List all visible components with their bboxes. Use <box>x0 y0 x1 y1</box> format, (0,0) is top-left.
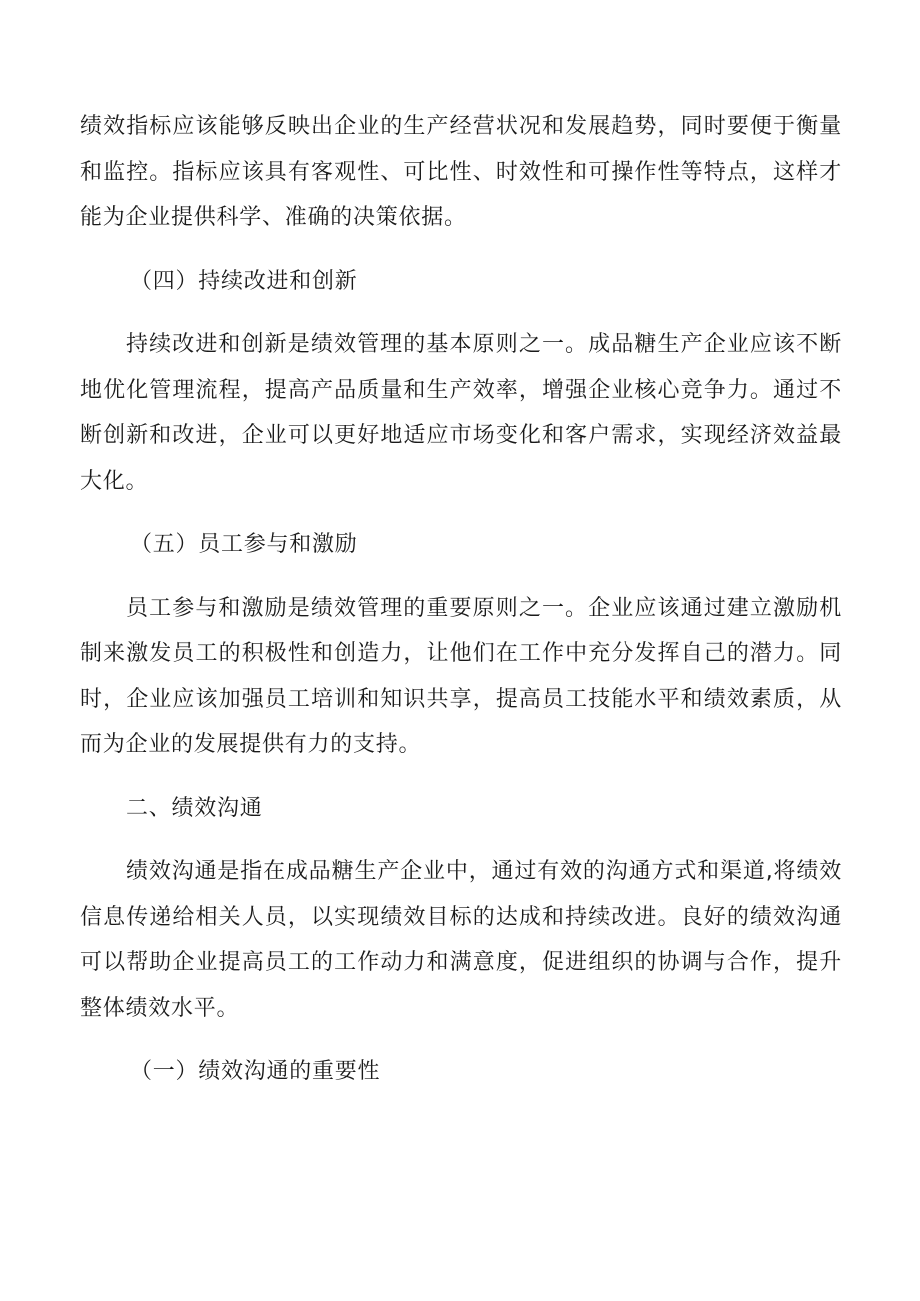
paragraph-continuous-improvement: 持续改进和创新是绩效管理的基本原则之一。成品糖生产企业应该不断地优化管理流程，提高产品质量和生产效率，增强企业核心竞争力。通过不断创新和改进，企业可以更好地适应市场变化和客户需求，实现经济效益最大化。 <box>80 332 842 494</box>
paragraph-employee-participation: 员工参与和激励是绩效管理的重要原则之一。企业应该通过建立激励机制来激发员工的积极性和创造力，让他们在工作中充分发挥自己的潜力。同时，企业应该加强员工培训和知识共享，提高员工技能水平和绩效素质，从而为企业的发展提供有力的支持。 <box>80 595 842 757</box>
heading-continuous-improvement: （四）持续改进和创新 <box>130 268 358 294</box>
heading-performance-communication: 二、绩效沟通 <box>126 795 263 821</box>
document-body <box>80 104 842 1095</box>
paragraph-performance-communication: 绩效沟通是指在成品糖生产企业中，通过有效的沟通方式和渠道,将绩效信息传递给相关人员，以实现绩效目标的达成和持续改进。良好的绩效沟通可以帮助企业提高员工的工作动力和满意度，促进组织的协调与合作，提升整体绩效水平。 <box>80 859 842 1021</box>
heading-employee-participation: （五）员工参与和激励 <box>130 532 358 557</box>
paragraph-indicators: 绩效指标应该能够反映出企业的生产经营状况和发展趋势，同时要便于衡量和监控。指标应该具有客观性、可比性、时效性和可操作性等特点，这样才能为企业提供科学、准确的决策依据。 <box>80 114 842 230</box>
heading-communication-importance: （一）绩效沟通的重要性 <box>130 1059 381 1084</box>
